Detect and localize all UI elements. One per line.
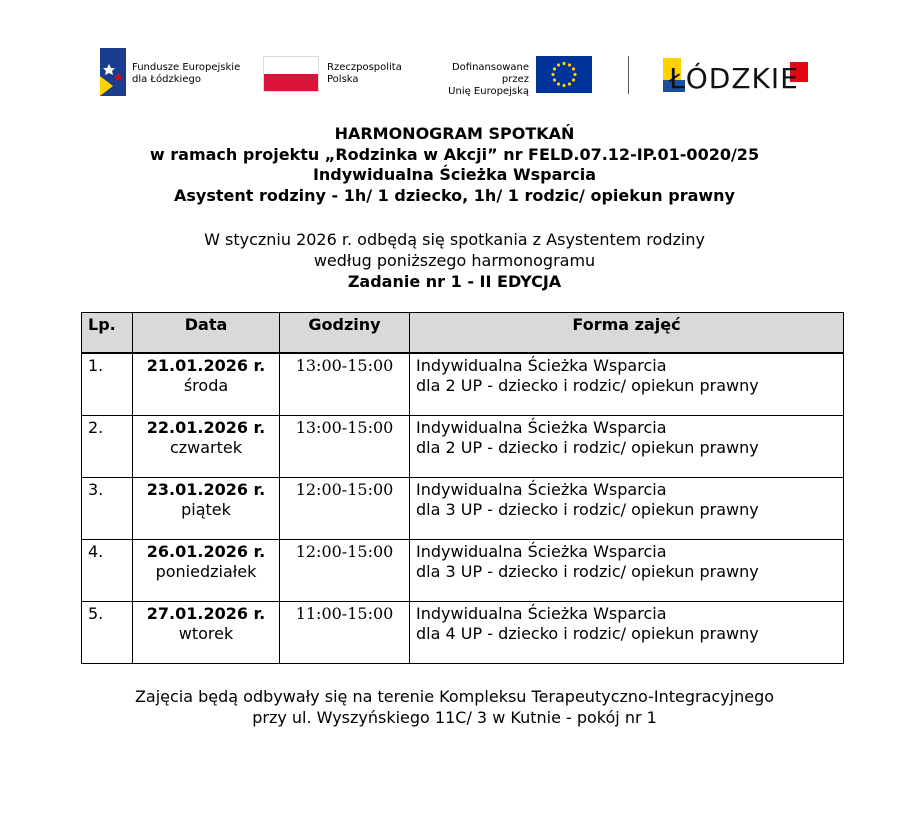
ue-line-2: Unię Europejską xyxy=(448,86,529,97)
intro-text xyxy=(0,229,909,292)
row-form-line-2: dla 4 UP - dziecko i rodzic/ opiekun prawny xyxy=(416,624,759,643)
row-hours: 13:00-15:00 xyxy=(280,354,410,416)
fe-line-1: Fundusze Europejskie xyxy=(132,62,241,73)
schedule-table xyxy=(81,312,844,664)
row-day: piątek xyxy=(181,500,231,519)
row-lp: 2. xyxy=(82,416,133,478)
row-day: środa xyxy=(183,376,229,395)
header-hours: Godziny xyxy=(280,313,410,353)
row-date: 22.01.2026 r. xyxy=(146,418,266,437)
row-date-cell xyxy=(133,540,280,602)
row-day: poniedziałek xyxy=(155,562,257,581)
lodzkie-wordmark: ŁÓDZKIE xyxy=(669,62,799,95)
table-row xyxy=(82,602,844,664)
row-lp: 4. xyxy=(82,540,133,602)
footer-line-1: Zajęcia będą odbywały się na terenie Kompleksu Terapeutyczno-Integracyjnego xyxy=(134,687,775,706)
lodzkie-logo xyxy=(663,58,813,98)
row-hours: 13:00-15:00 xyxy=(280,416,410,478)
row-date-cell xyxy=(133,602,280,664)
row-date-cell xyxy=(133,478,280,540)
row-date-cell xyxy=(133,416,280,478)
row-date: 21.01.2026 r. xyxy=(146,356,266,375)
row-date: 26.01.2026 r. xyxy=(146,542,266,561)
heading-title: HARMONOGRAM SPOTKAŃ xyxy=(334,124,575,143)
row-hours: 11:00-15:00 xyxy=(280,602,410,664)
row-form-line-1: Indywidualna Ścieżka Wsparcia xyxy=(416,542,667,561)
table-row xyxy=(82,354,844,416)
fundusze-europejskie-text xyxy=(132,62,240,86)
row-lp: 5. xyxy=(82,602,133,664)
heading-assistant: Asystent rodziny - 1h/ 1 dziecko, 1h/ 1 rodzic/ opiekun prawny xyxy=(174,185,735,205)
row-form-line-2: dla 3 UP - dziecko i rodzic/ opiekun prawny xyxy=(416,500,759,519)
row-lp: 1. xyxy=(82,354,133,416)
row-form-cell xyxy=(410,540,844,602)
table-row xyxy=(82,478,844,540)
row-date-cell xyxy=(133,354,280,416)
footer-line-2: przy ul. Wyszyńskiego 11C/ 3 w Kutnie - pokój nr 1 xyxy=(252,708,657,727)
logo-bar xyxy=(0,0,909,110)
task-title: Zadanie nr 1 - II EDYCJA xyxy=(347,272,562,291)
rp-line-2: Polska xyxy=(327,74,359,85)
ue-line-1: Dofinansowane przez xyxy=(451,62,529,85)
header-lp: Lp. xyxy=(82,313,133,353)
row-hours: 12:00-15:00 xyxy=(280,540,410,602)
location-footer xyxy=(0,686,909,728)
row-lp: 3. xyxy=(82,478,133,540)
row-form-cell xyxy=(410,354,844,416)
row-form-line-2: dla 3 UP - dziecko i rodzic/ opiekun prawny xyxy=(416,562,759,581)
table-row xyxy=(82,416,844,478)
row-day: czwartek xyxy=(169,438,243,457)
eu-funding-text xyxy=(425,62,529,98)
row-form-cell xyxy=(410,602,844,664)
row-form-line-1: Indywidualna Ścieżka Wsparcia xyxy=(416,418,667,437)
row-form-line-1: Indywidualna Ścieżka Wsparcia xyxy=(416,604,667,623)
fe-line-2: dla Łódzkiego xyxy=(132,74,201,85)
table-row xyxy=(82,540,844,602)
row-hours: 12:00-15:00 xyxy=(280,478,410,540)
row-day: wtorek xyxy=(178,624,234,643)
row-form-cell xyxy=(410,478,844,540)
row-form-line-1: Indywidualna Ścieżka Wsparcia xyxy=(416,480,667,499)
row-form-line-2: dla 2 UP - dziecko i rodzic/ opiekun prawny xyxy=(416,376,759,395)
row-form-line-1: Indywidualna Ścieżka Wsparcia xyxy=(416,356,667,375)
logo-separator xyxy=(628,56,629,94)
row-form-cell xyxy=(410,416,844,478)
intro-line-2: według poniższego harmonogramu xyxy=(313,251,596,270)
table-header-row xyxy=(82,313,844,353)
polish-flag-icon xyxy=(263,56,319,92)
row-date: 27.01.2026 r. xyxy=(146,604,266,623)
header-date: Data xyxy=(133,313,280,353)
heading-path: Indywidualna Ścieżka Wsparcia xyxy=(312,165,597,184)
document-heading xyxy=(0,124,909,206)
header-form: Forma zajęć xyxy=(410,313,844,353)
fundusze-europejskie-logo-icon xyxy=(100,48,126,96)
rzeczpospolita-text xyxy=(327,62,402,86)
rp-line-1: Rzeczpospolita xyxy=(327,62,402,73)
heading-project: w ramach projektu „Rodzinka w Akcji” nr FELD.07.12-IP.01-0020/25 xyxy=(149,144,760,164)
intro-line-1: W styczniu 2026 r. odbędą się spotkania z Asystentem rodziny xyxy=(204,230,705,249)
eu-flag-icon xyxy=(536,56,592,93)
row-date: 23.01.2026 r. xyxy=(146,480,266,499)
row-form-line-2: dla 2 UP - dziecko i rodzic/ opiekun prawny xyxy=(416,438,759,457)
